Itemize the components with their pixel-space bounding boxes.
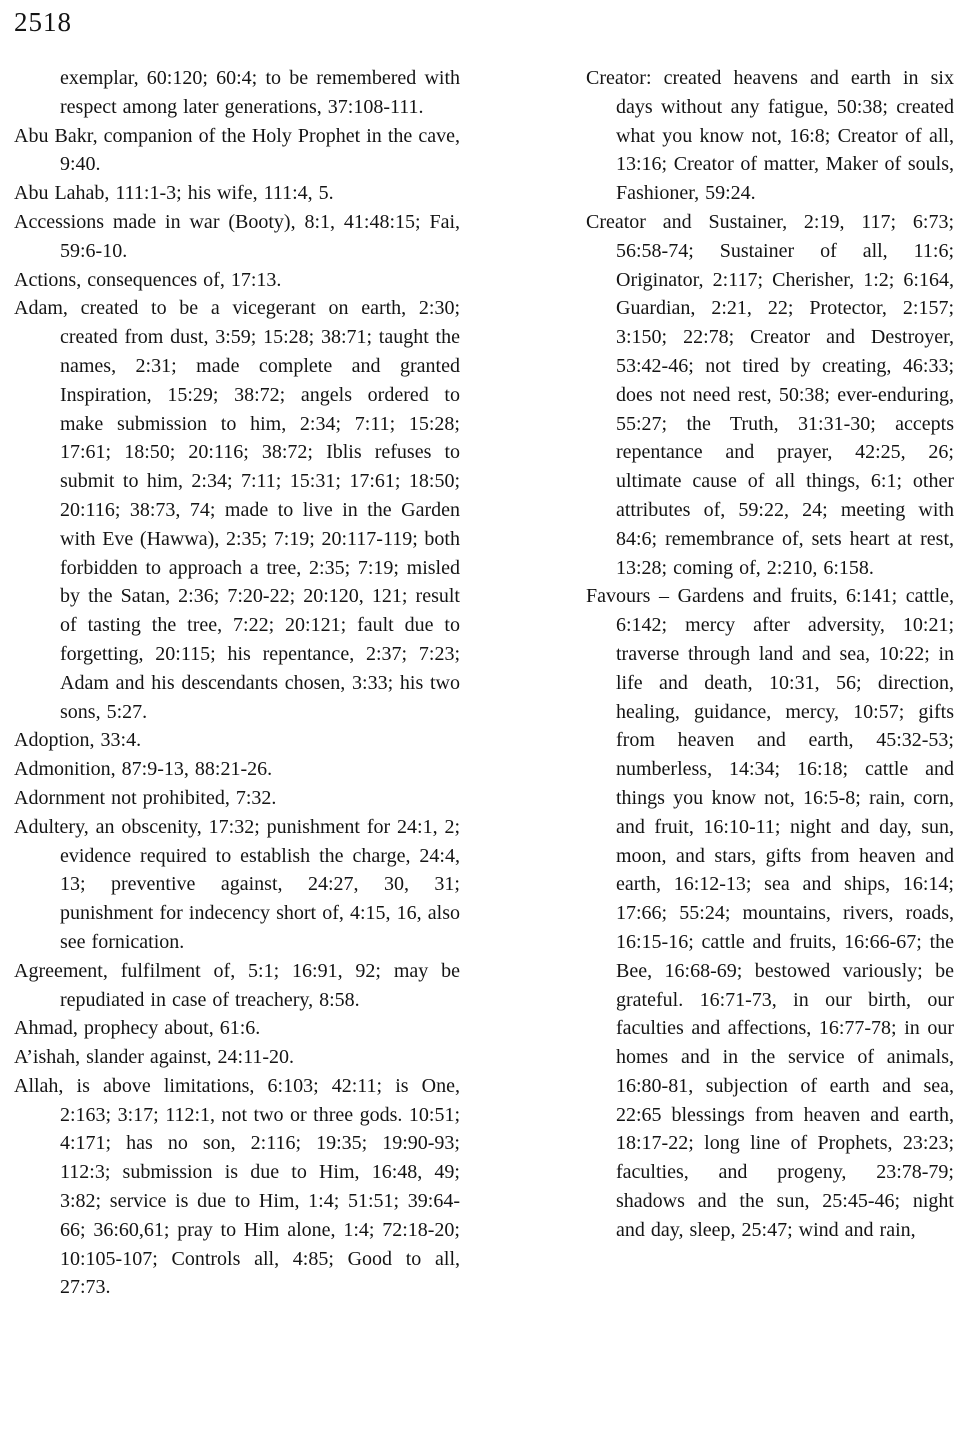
index-entry: Adam, created to be a vicegerant on earth, 2:30; created from dust, 3:59; 15:28; 38:71; taught the names, 2:31; made complete and granted Inspiration, 15:29; 38:72; angels ordered to make submission to him, 2:34; 7:11; 15:28; 17:61; 18:50; 20:116; 38:72; Iblis refuses to submit to him, 2:34; 7:11; 15:31; 17:61; 18:50; 20:116; 38:73, 74; made to live in the Garden with Eve (Hawwa), 2:35; 7:19; 20:117-119; both forbidden to approach a tree, 2:35; 7:19; misled by the Satan, 2:36; 7:20-22; 20:120, 121; result of tasting the tree, 7:22; 20:121; fault due to forgetting, 20:115; his repentance, 2:37; 7:23; Adam and his descendants chosen, 3:33; his two sons, 5:27. xyxy=(14,297,460,723)
index-entry: Accessions made in war (Booty), 8:1, 41:48:15; Fai, 59:6-10. xyxy=(14,210,460,262)
index-entry: Admonition, 87:9-13, 88:21-26. xyxy=(14,758,273,781)
index-entry: Favours – Gardens and fruits, 6:141; cattle, 6:142; mercy after adversity, 10:21; traverse through land and sea, 10:22; in life and death, 10:31, 56; direction, healing, guidance, mercy, 10:57; gifts from heaven and earth, 45:32-53; numberless, 14:34; 16:18; cattle and things you know not, 16:5-8; rain, corn, and fruit, 16:10-11; night and day, sun, moon, and stars, gifts from heaven and earth, 16:12-13; sea and ships, 16:14; 17:66; 55:24; mountains, rivers, roads, 16:15-16; cattle and fruits, 16:66-67; the Bee, 16:68-69; bestowed variously; be grateful. 16:71-73, in our birth, our faculties and affections, 16:77-78; in our homes and in the service of animals, 16:80-81, subjection of earth and sea, 22:65 blessings from heaven and earth, 18:17-22; long line of Prophets, 23:23; faculties, and progeny, 23:78-79; shadows and the sun, 25:45-46; night and day, sleep, 25:47; wind and rain, xyxy=(586,585,954,1241)
page-number: 2518 xyxy=(14,7,72,37)
index-columns xyxy=(14,64,952,1302)
index-entry: Adultery, an obscenity, 17:32; punishment for 24:1, 2; evidence required to establish the charge, 24:4, 13; preventive against, 24:27, 30, 31; punishment for indecency short of, 4:15, 16, also see fornication. xyxy=(14,815,460,953)
index-entry: Ahmad, prophecy about, 61:6. xyxy=(14,1017,261,1040)
index-entry: A’ishah, slander against, 24:11-20. xyxy=(14,1046,294,1069)
index-entry: Agreement, fulfilment of, 5:1; 16:91, 92; may be repudiated in case of treachery, 8:58. xyxy=(14,959,460,1011)
index-entry: Actions, consequences of, 17:13. xyxy=(14,268,282,291)
index-entry: Creator and Sustainer, 2:19, 117; 6:73; 56:58-74; Sustainer of all, 11:6; Originator, 2:117; Cherisher, 1:2; 6:164, Guardian, 2:21, 22; Protector, 2:157; 3:150; 22:78; Creator and Destroyer, 53:42-46; not tired by creating, 46:33; does not need rest, 50:38; ever-enduring, 55:27; the Truth, 31:31-30; accepts repentance and prayer, 42:25, 26; ultimate cause of all things, 6:1; other attributes of, 59:22, 24; meeting with 84:6; remembrance of, sets heart at rest, 13:28; coming of, 2:210, 6:158. xyxy=(586,210,954,579)
index-entry: exemplar, 60:120; 60:4; to be remembered with respect among later generations, 37:108-111. xyxy=(60,67,460,118)
index-entry: Adoption, 33:4. xyxy=(14,729,142,752)
index-entry: Creator: created heavens and earth in six days without any fatigue, 50:38; created what you know not, 16:8; Creator of all, 13:16; Creator of matter, Maker of souls, Fashioner, 59:24. xyxy=(586,67,954,205)
index-entry: Allah, is above limitations, 6:103; 42:11; is One, 2:163; 3:17; 112:1, not two or three gods. 10:51; 4:171; has no son, 2:116; 19:35; 19:90-93; 112:3; submission is due to Him, 16:48, 49; 3:82; service is due to Him, 1:4; 51:51; 39:64-66; 36:60,61; pray to Him alone, 1:4; 72:18-20; 10:105-107; Controls all, 4:85; Good to all, 27:73. xyxy=(14,1074,460,1299)
index-column-left xyxy=(14,64,460,1302)
index-entry: Abu Lahab, 111:1-3; his wife, 111:4, 5. xyxy=(14,182,334,205)
index-column-right xyxy=(586,64,954,1302)
index-entry: Abu Bakr, companion of the Holy Prophet in the cave, 9:40. xyxy=(14,124,460,176)
index-entry: Adornment not prohibited, 7:32. xyxy=(14,786,277,809)
